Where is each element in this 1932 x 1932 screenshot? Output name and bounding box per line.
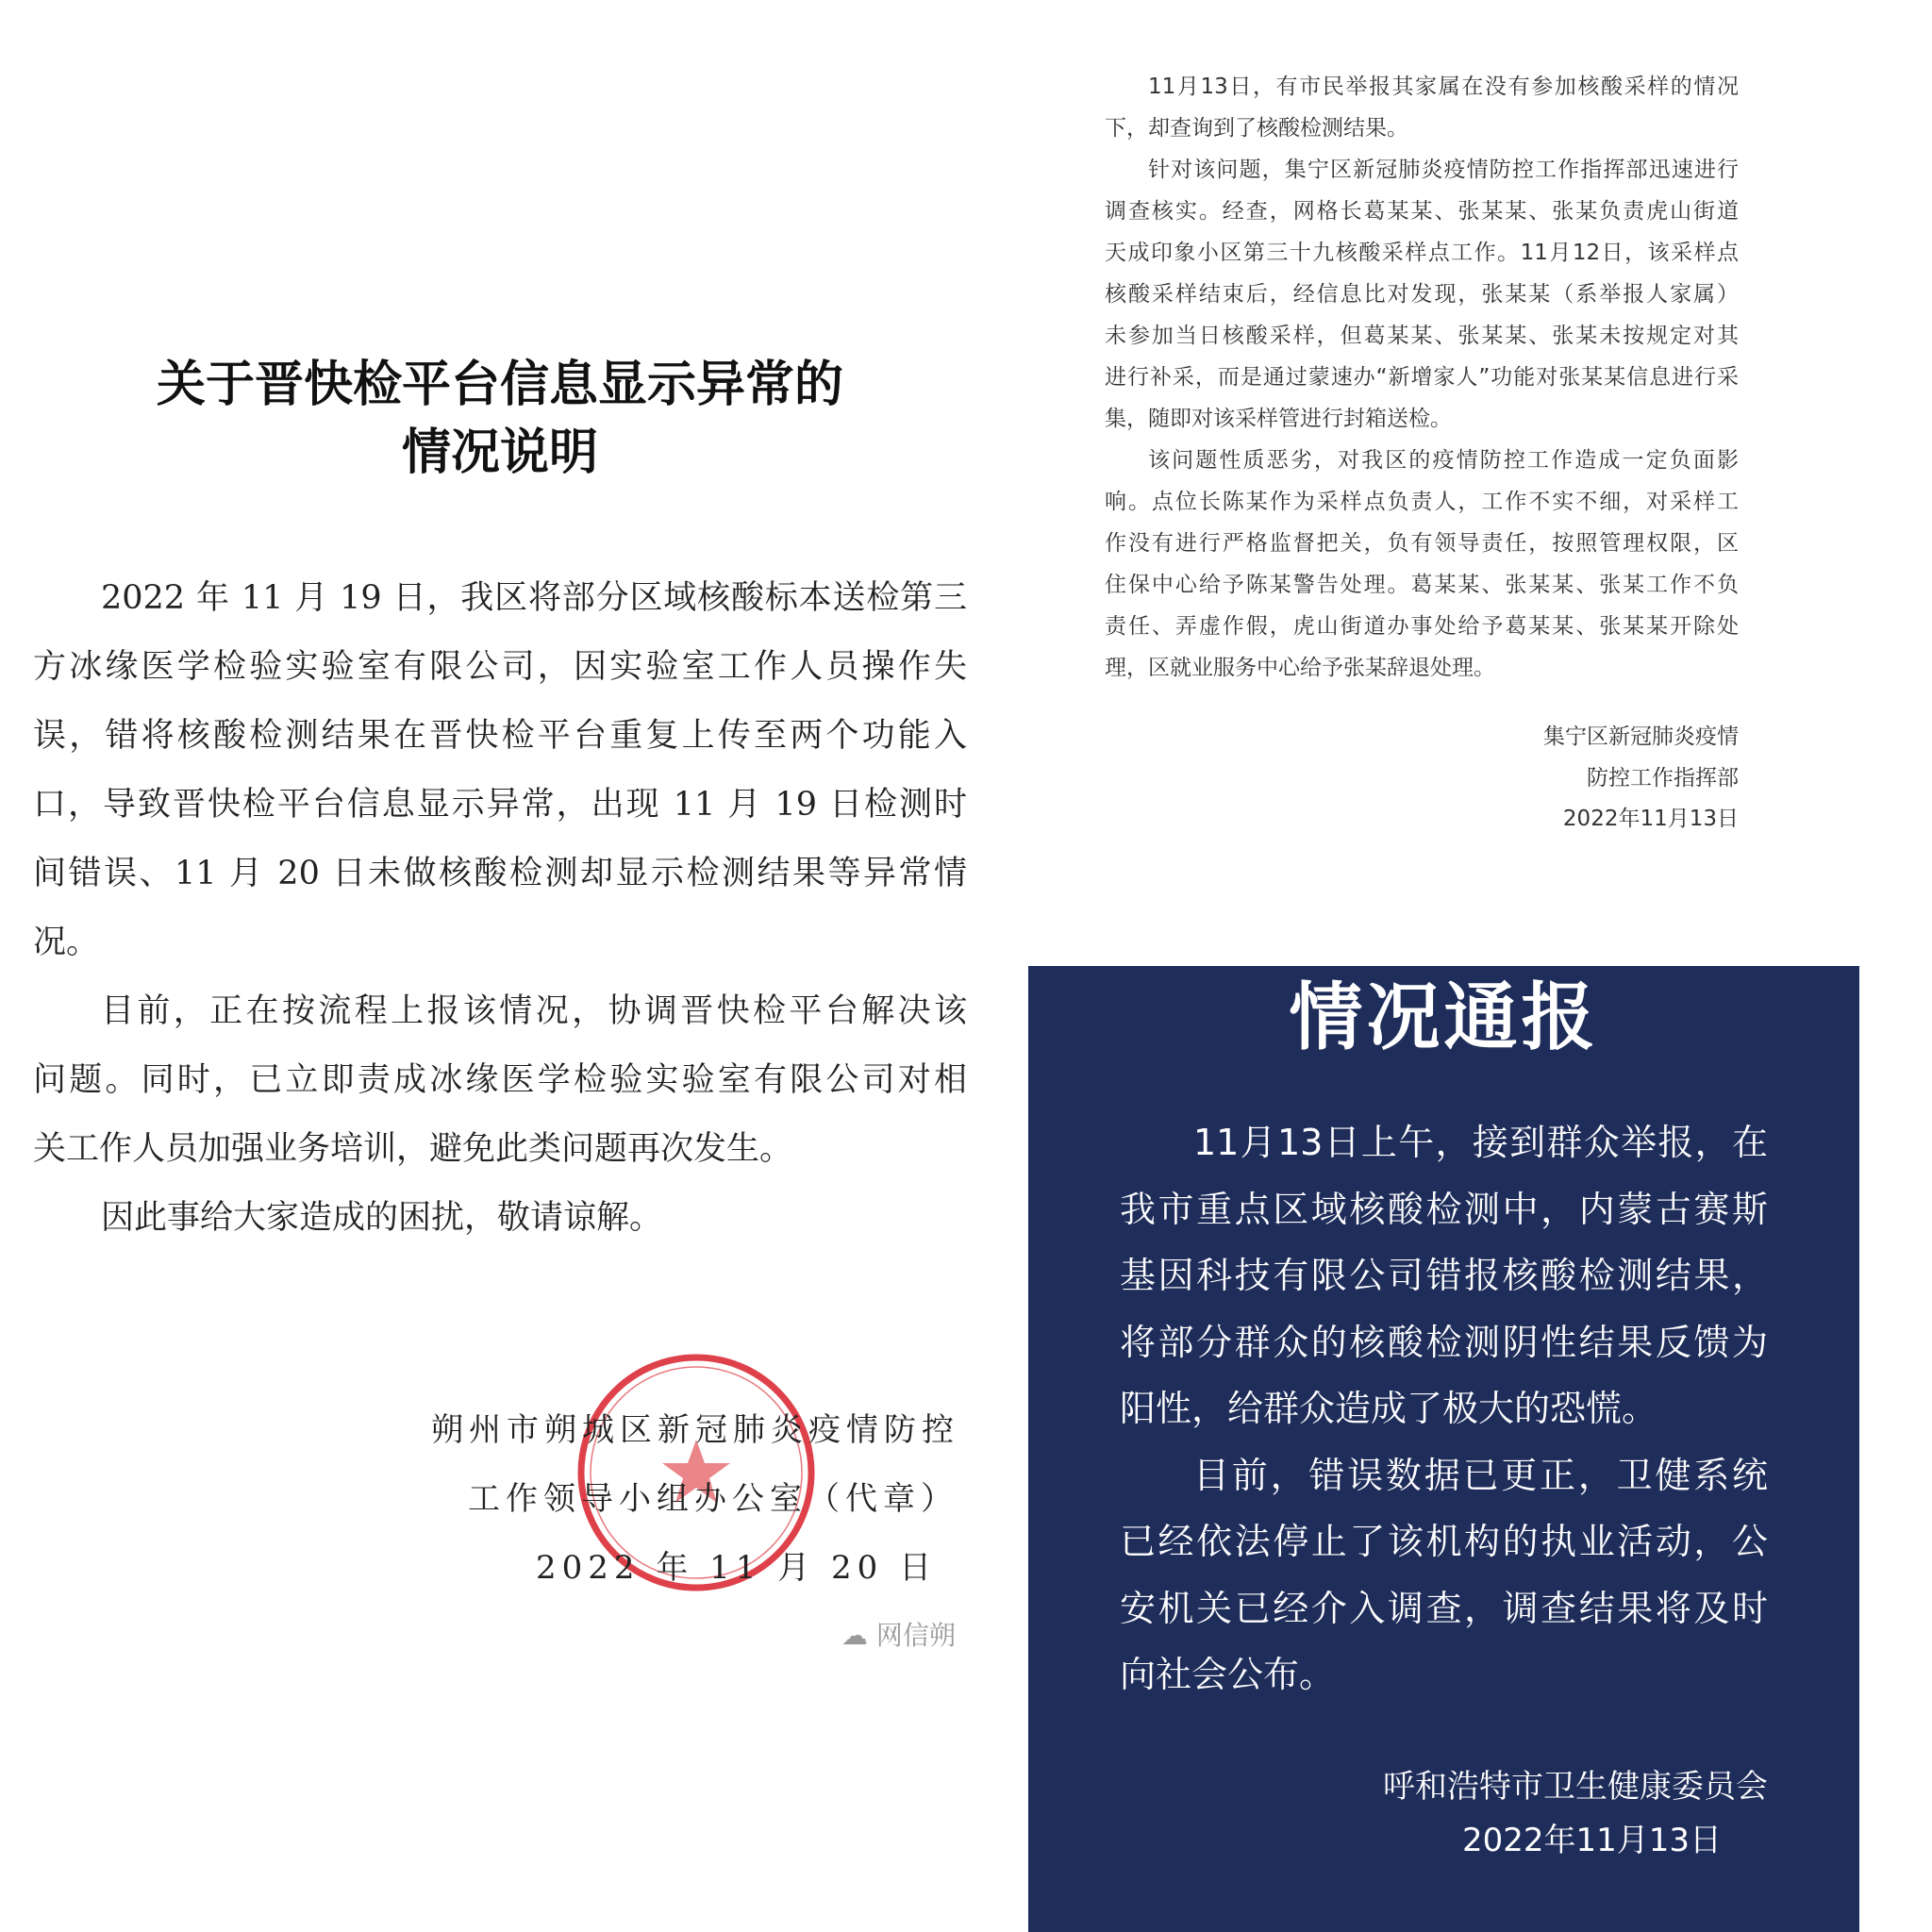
panel-signature-org: 呼和浩特市卫生健康委员会 [1383, 1768, 1768, 1806]
text-line: 未参加当日核酸采样，但葛某某、张某某、张某未按规定对其 [1105, 324, 1739, 348]
text-line: 将部分群众的核酸检测阴性结果反馈为 [1120, 1321, 1768, 1363]
text-line: 11月13日上午，接到群众举报，在 [1193, 1122, 1768, 1163]
wechat-icon: ☁ [841, 1620, 868, 1651]
text-line: 核酸采样结束后，经信息比对发现，张某某（系举报人家属） [1105, 282, 1739, 307]
text-line: 理，区就业服务中心给予张某辞退处理。 [1105, 656, 1495, 680]
text-line: 11月13日，有市民举报其家属在没有参加核酸采样的情况 [1148, 75, 1739, 99]
text-line: 关工作人员加强业务培训，避免此类问题再次发生。 [33, 1130, 793, 1168]
text-line: 阳性，给群众造成了极大的恐慌。 [1120, 1388, 1658, 1429]
right-signature-org-line1: 集宁区新冠肺炎疫情 [1543, 724, 1739, 749]
text-line: 责任、弄虚作假，虎山街道办事处给予葛某某、张某某开除处 [1105, 614, 1739, 639]
left-signature-org-line2: 工作领导小组办公室（代章） [468, 1480, 958, 1518]
text-line: 响。点位长陈某作为采样点负责人，工作不实不细，对采样工 [1105, 490, 1739, 514]
text-line: 问题。同时，已立即责成冰缘医学检验实验室有限公司对相 [33, 1061, 967, 1099]
text-line: 调查核实。经查，网格长葛某某、张某某、张某负责虎山街道 [1105, 199, 1739, 224]
left-document-title [94, 351, 906, 487]
left-signature-date: 2022 年 11 月 20 日 [536, 1549, 938, 1587]
text-line: 作没有进行严格监督把关，负有领导责任，按照管理权限，区 [1105, 531, 1739, 556]
text-line: 我市重点区域核酸检测中，内蒙古赛斯 [1120, 1188, 1768, 1230]
text-line: 天成印象小区第三十九核酸采样点工作。11月12日，该采样点 [1105, 241, 1739, 265]
text-line: 方冰缘医学检验实验室有限公司，因实验室工作人员操作失 [33, 648, 967, 686]
text-line: 目前，错误数据已更正，卫健系统 [1193, 1454, 1768, 1496]
text-line: 集，随即对该采样管进行封箱送检。 [1105, 407, 1452, 431]
text-line: 下，却查询到了核酸检测结果。 [1105, 116, 1408, 141]
text-line: 安机关已经介入调查，调查结果将及时 [1120, 1587, 1768, 1629]
text-line: 况。 [33, 924, 100, 961]
right-signature-date: 2022年11月13日 [1562, 807, 1739, 831]
text-line: 间错误、11 月 20 日未做核酸检测却显示检测结果等异常情 [33, 855, 967, 892]
right-signature-org-line2: 防控工作指挥部 [1587, 766, 1739, 791]
text-line: 该问题性质恶劣，对我区的疫情防控工作造成一定负面影 [1148, 448, 1739, 473]
notice-panel-title: 情况通报 [1289, 975, 1599, 1060]
watermark-text: 网信朔 [875, 1620, 956, 1651]
left-signature-org-line1: 朔州市朔城区新冠肺炎疫情防控 [431, 1411, 959, 1449]
text-line: 因此事给大家造成的困扰，敬请谅解。 [101, 1199, 663, 1237]
text-line: 误，错将核酸检测结果在晋快检平台重复上传至两个功能入 [33, 717, 967, 755]
text-line: 2022 年 11 月 19 日，我区将部分区域核酸标本送检第三 [101, 579, 967, 617]
text-line: 基因科技有限公司错报核酸检测结果， [1120, 1255, 1768, 1296]
title-line: 关于晋快检平台信息显示异常的 [156, 356, 843, 413]
text-line: 目前，正在按流程上报该情况，协调晋快检平台解决该 [101, 992, 967, 1030]
text-line: 住保中心给予陈某警告处理。葛某某、张某某、张某工作不负 [1105, 573, 1739, 597]
text-line: 针对该问题，集宁区新冠肺炎疫情防控工作指挥部迅速进行 [1148, 158, 1739, 182]
title-line: 情况说明 [401, 424, 598, 481]
text-line: 向社会公布。 [1120, 1654, 1336, 1695]
text-line: 已经依法停止了该机构的执业活动，公 [1120, 1521, 1768, 1562]
panel-signature-date: 2022年11月13日 [1462, 1822, 1723, 1859]
text-line: 进行补采，而是通过蒙速办“新增家人”功能对张某某信息进行采 [1105, 365, 1739, 390]
wechat-watermark [841, 1615, 956, 1653]
text-line: 口，导致晋快检平台信息显示异常，出现 11 月 19 日检测时 [33, 786, 967, 824]
